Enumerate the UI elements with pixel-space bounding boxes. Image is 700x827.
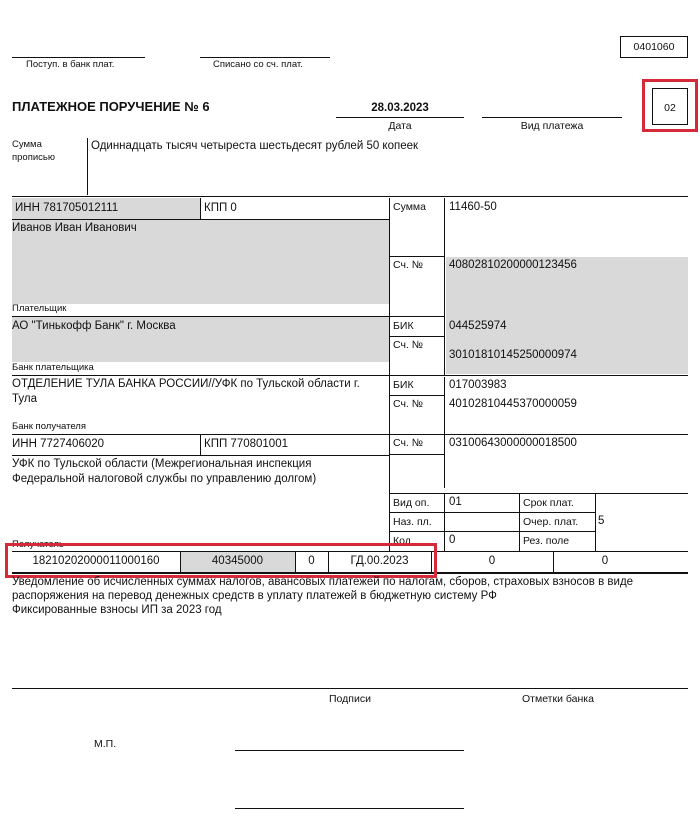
- tax-period: ГД.00.2023: [350, 555, 409, 567]
- recipient-name-2: Федеральной налоговой службы по управлению долгом): [12, 473, 317, 485]
- debited-line: [200, 57, 330, 58]
- recipient-bank-bottom: [12, 434, 688, 435]
- purpose-line-3: Фиксированные взносы ИП за 2023 год: [12, 604, 222, 616]
- recipient-inn-divider: [200, 434, 201, 455]
- payer-kpp: КПП 0: [204, 202, 237, 214]
- order-date: 28.03.2023: [371, 102, 429, 114]
- payer-account: 40802810200000123456: [449, 259, 577, 271]
- doc-date: 0: [601, 555, 609, 567]
- priority: 5: [598, 515, 605, 527]
- bank-marks-label: Отметки банка: [522, 693, 594, 705]
- payer-inn-bottom: [12, 219, 389, 220]
- kbk: 18210202000011000160: [32, 555, 160, 567]
- payer-bik: 044525974: [449, 320, 507, 332]
- payer-corr: 30101810145250000974: [449, 349, 577, 361]
- purpose-bottom: [12, 688, 688, 689]
- recipient-name-1: УФК по Тульской области (Межрегиональная инспекция: [12, 458, 312, 470]
- date-line: [336, 117, 464, 118]
- form-code: 0401060: [633, 41, 675, 53]
- op-type-label: Вид оп.: [393, 497, 430, 509]
- op-type: 01: [449, 496, 462, 508]
- payer-account-bottom: [389, 316, 445, 317]
- op-column-divider: [444, 493, 445, 552]
- reserve-label: Рез. поле: [523, 535, 570, 547]
- code-label: Код: [393, 535, 411, 547]
- amount-words-bottom: [12, 196, 688, 197]
- label-column-divider: [444, 198, 445, 375]
- amount-value: 11460-50: [449, 201, 497, 213]
- amount-words-label-1: Сумма: [12, 139, 42, 150]
- payer-corr-label: Сч. №: [393, 339, 424, 351]
- purpose-line-1: Уведомление об исчисленных суммах налогов, авансовых платежей по налогам, сборов, страховых взносов в виде: [12, 576, 634, 588]
- amount-label: Сумма: [393, 201, 426, 213]
- payment-type-label: Вид платежа: [520, 120, 584, 132]
- recipient-account-label: Сч. №: [393, 437, 424, 449]
- recipient-inn: ИНН 7727406020: [12, 438, 105, 450]
- amount-words: Одиннадцать тысяч четыреста шестьдесят рублей 50 копеек: [91, 140, 419, 152]
- debited-label: Списано со сч. плат.: [213, 59, 303, 70]
- purpose-line-2: распоряжения на перевод денежных средств в уплату платежей в бюджетную систему РФ: [12, 590, 497, 602]
- recipient-bik-bottom: [389, 395, 445, 396]
- recipient-bank-label: Банк получателя: [12, 421, 86, 432]
- payer-label: Плательщик: [12, 303, 67, 314]
- payer-bank: АО "Тинькофф Банк" г. Москва: [12, 320, 176, 332]
- label-column-divider-2: [444, 377, 445, 488]
- term-value-divider: [595, 493, 596, 552]
- signature-line-1: [235, 750, 464, 751]
- payer-name: Иванов Иван Иванович: [12, 222, 137, 234]
- signatures-label: Подписи: [329, 693, 371, 705]
- payer-bik-label: БИК: [393, 320, 414, 332]
- doc-number: 0: [488, 555, 496, 567]
- payer-bik-bottom: [389, 336, 445, 337]
- recipient-kpp: КПП 770801001: [204, 438, 288, 450]
- recipient-bank-2: Тула: [12, 393, 37, 405]
- recipient-bank-1: ОТДЕЛЕНИЕ ТУЛА БАНКА РОССИИ//УФК по Тульской области г.: [12, 378, 360, 390]
- signature-line-2: [235, 808, 464, 809]
- purpose-code-label: Наз. пл.: [393, 516, 432, 528]
- recipient-account-bottom: [389, 454, 445, 455]
- priority-label: Очер. плат.: [523, 516, 579, 528]
- recipient-inn-bottom: [12, 455, 389, 456]
- recipient-bik: 017003983: [449, 379, 507, 391]
- payer-bank-label: Банк плательщика: [12, 362, 94, 373]
- basis: 0: [308, 555, 315, 567]
- received-line: [12, 57, 145, 58]
- amount-bottom: [389, 256, 445, 257]
- payer-inn: ИНН 781705012111: [15, 202, 119, 214]
- payer-account-label: Сч. №: [393, 259, 424, 271]
- term-label: Срок плат.: [523, 497, 574, 509]
- status-code: 02: [664, 102, 676, 114]
- code: 0: [449, 534, 456, 546]
- amount-words-divider: [87, 138, 88, 195]
- page-title: ПЛАТЕЖНОЕ ПОРУЧЕНИЕ № 6: [12, 99, 210, 114]
- recipient-corr-label: Сч. №: [393, 398, 424, 410]
- date-label: Дата: [388, 120, 412, 132]
- recipient-label: Получатель: [12, 539, 64, 550]
- status-highlight: [642, 79, 698, 132]
- term-column-divider: [519, 493, 520, 552]
- payer-bottom: [12, 316, 389, 317]
- recipient-bik-label: БИК: [393, 379, 414, 391]
- payment-type-line: [482, 117, 622, 118]
- payer-inn-divider: [200, 198, 201, 219]
- oktmo: 40345000: [211, 555, 264, 567]
- stamp-label: М.П.: [94, 738, 117, 750]
- amount-words-label-2: прописью: [12, 152, 55, 163]
- recipient-account-area-bottom: [389, 493, 688, 494]
- recipient-account: 03100643000000018500: [449, 437, 577, 449]
- op-row1-bottom: [389, 512, 596, 513]
- tax-fields-highlight: [5, 543, 437, 578]
- recipient-corr: 40102810445370000059: [449, 398, 577, 410]
- payer-bank-bottom: [12, 375, 688, 376]
- op-row2-bottom: [389, 531, 596, 532]
- received-label: Поступ. в банк плат.: [26, 59, 115, 70]
